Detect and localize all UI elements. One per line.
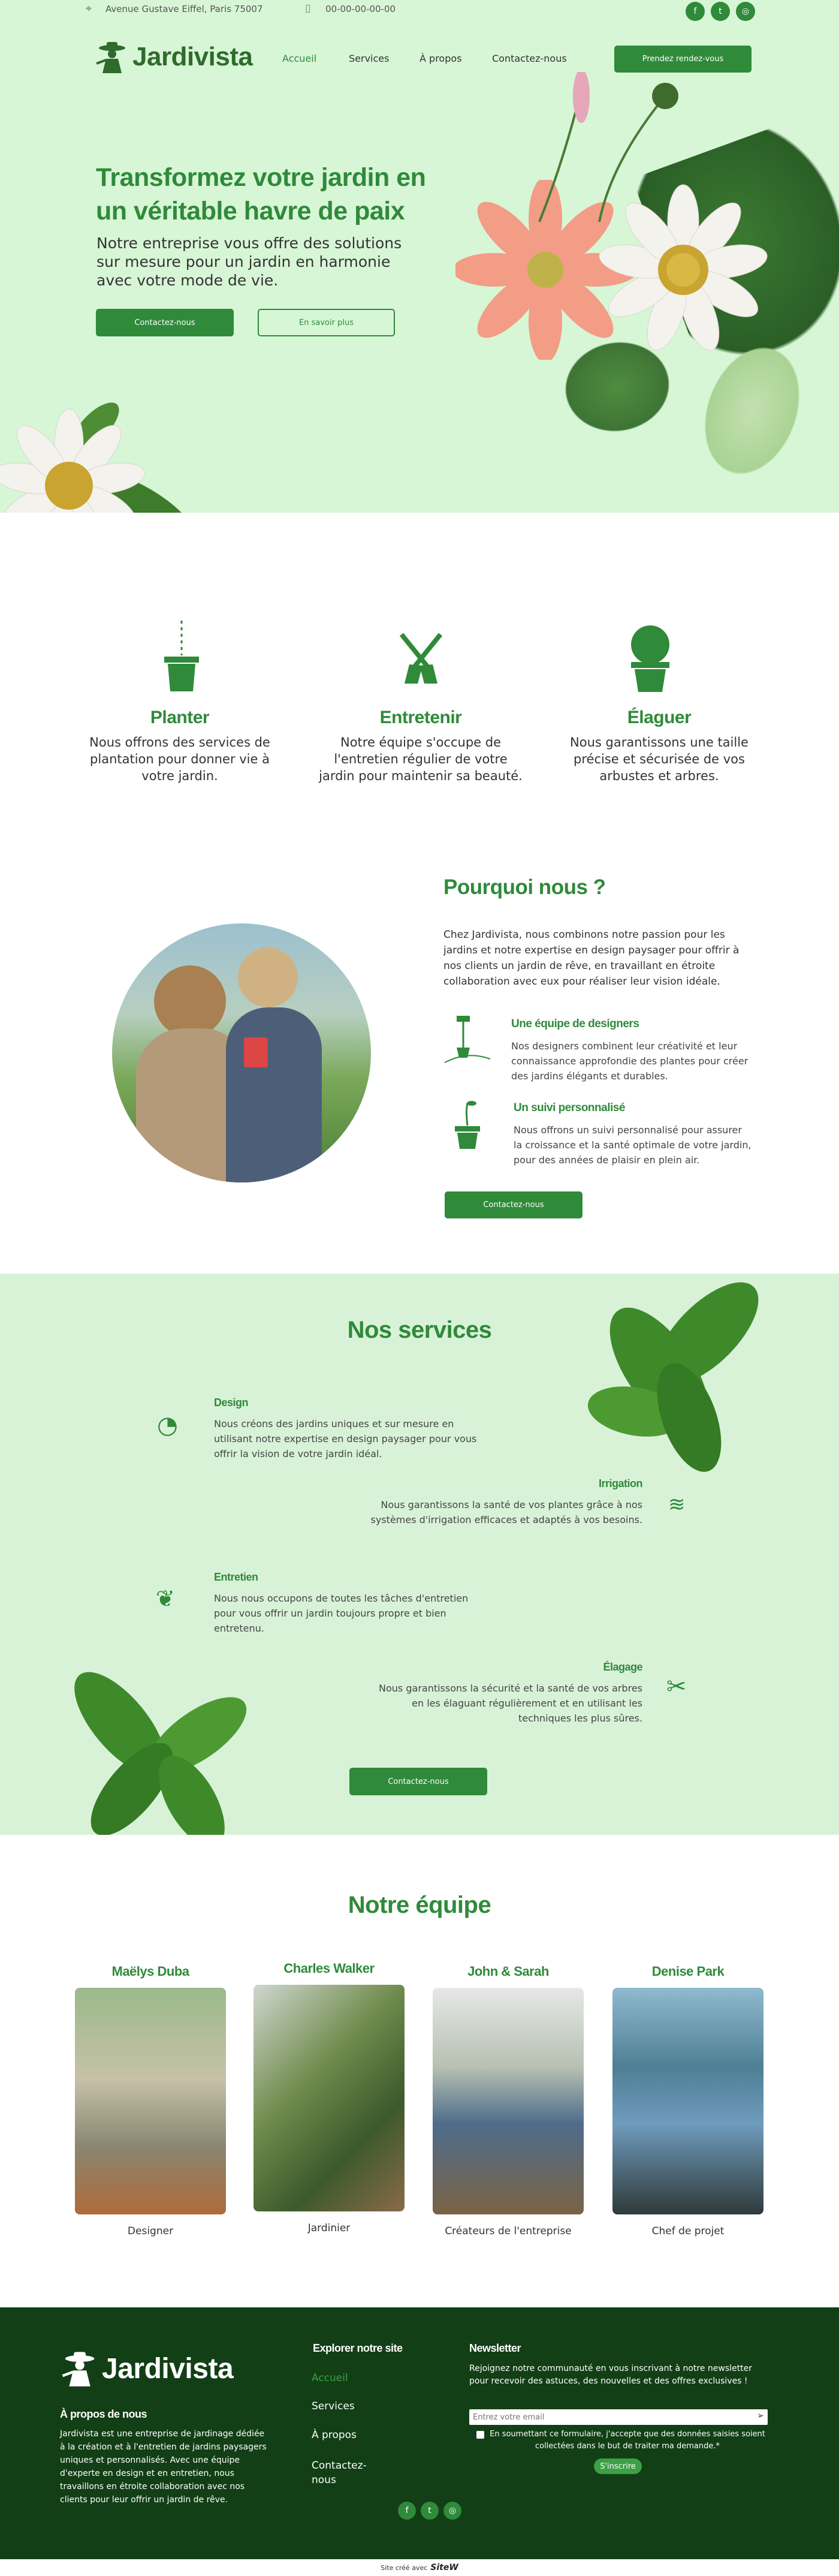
member-name: Charles Walker bbox=[283, 1961, 375, 1976]
member-name: John & Sarah bbox=[467, 1964, 549, 1979]
services-leaf-image-top bbox=[569, 1274, 773, 1477]
credit-text: Site créé avec bbox=[381, 2563, 428, 2572]
services-section bbox=[0, 1274, 839, 1835]
hands-plant-icon: ❦ bbox=[156, 1585, 175, 1612]
email-field-wrap bbox=[469, 2409, 768, 2425]
consent-checkbox[interactable] bbox=[476, 2431, 484, 2439]
service-text: Nous nous occupons de toutes les tâches d'entretien pour vous offrir un jardin toujours propre et bien entretenu. bbox=[214, 1593, 469, 1634]
nav-services[interactable]: Services bbox=[349, 53, 390, 64]
member-name: Maëlys Duba bbox=[111, 1964, 189, 1979]
member-photo bbox=[612, 1988, 763, 2214]
service-title: Design bbox=[214, 1397, 249, 1409]
services-leaf-image-bottom bbox=[66, 1657, 264, 1835]
site-credit[interactable] bbox=[0, 2559, 839, 2576]
palette-icon: ◔ bbox=[157, 1412, 178, 1439]
service-text: Nous créons des jardins uniques et sur mesure en utilisant notre expertise en design paysager pour vous offrir la vision de votre jardin idéal. bbox=[214, 1418, 477, 1459]
why-point-text: Nos designers combinent leur créativité et leur connaissance approfondie des plantes pour créer des jardins élégants et durables. bbox=[511, 1040, 749, 1082]
footer-about-text: Jardivista est une entreprise de jardinage dédiée à la création et à l'entretien de jardins paysagers uniques et personnalisés. Avec une équipe d'experte en design et en entretien, nous travaillons en étroite collaboration avec nos clients pour leur offrir un jardin de rêve. bbox=[60, 2429, 267, 2505]
corner-flower-image bbox=[0, 384, 198, 513]
feature-entretenir bbox=[319, 708, 523, 784]
team-photo-circle bbox=[112, 923, 371, 1182]
footer-twitter-icon[interactable]: t bbox=[421, 2502, 439, 2520]
book-appointment-button[interactable]: Prendez rendez-vous bbox=[614, 46, 752, 73]
member-photo bbox=[75, 1988, 226, 2214]
footer-link-services[interactable]: Services bbox=[312, 2400, 355, 2412]
gardener-logo-icon bbox=[94, 40, 129, 74]
white-flower-image bbox=[593, 180, 773, 360]
footer-facebook-icon[interactable]: f bbox=[398, 2502, 416, 2520]
feature-elaguer bbox=[557, 708, 761, 784]
feature-title: Élaguer bbox=[627, 708, 692, 727]
hero-contact-button[interactable]: Contactez-nous bbox=[96, 309, 234, 336]
feature-title: Planter bbox=[150, 708, 210, 727]
why-point-text: Nous offrons un suivi personnalisé pour assurer la croissance et la santé optimale de votre jardin, pour des années de plaisir en plein air. bbox=[514, 1124, 752, 1166]
brand-name: Jardivista bbox=[132, 42, 253, 71]
hero-title bbox=[96, 161, 431, 228]
services-title: Nos services bbox=[347, 1317, 492, 1343]
logo[interactable] bbox=[94, 40, 252, 74]
hero-title-line2: un véritable havre de paix bbox=[96, 197, 405, 225]
service-text: Nous garantissons la sécurité et la santé de vos arbres en les élaguant régulièrement et en utilisant les techniques les plus sûres. bbox=[379, 1683, 642, 1724]
team-member bbox=[253, 1961, 405, 2234]
potted-bush-icon bbox=[626, 624, 674, 693]
location-icon: ⌖ bbox=[86, 2, 92, 15]
member-photo bbox=[253, 1985, 405, 2211]
water-waves-icon: ≋ bbox=[668, 1492, 686, 1516]
feature-planter bbox=[78, 708, 282, 784]
seedling-pot-icon bbox=[452, 1099, 482, 1149]
nav-apropos[interactable]: À propos bbox=[420, 53, 462, 64]
feature-text: Nous offrons des services de plantation pour donner vie à votre jardin. bbox=[89, 735, 270, 783]
footer-about-title: À propos de nous bbox=[60, 2408, 147, 2420]
footer-logo[interactable] bbox=[60, 2349, 233, 2388]
topbar-address: Avenue Gustave Eiffel, Paris 75007 bbox=[105, 4, 263, 14]
why-point-title: Une équipe de designers bbox=[511, 1018, 639, 1030]
feature-text: Nous garantissons une taille précise et sécurisée de vos arbustes et arbres. bbox=[570, 735, 749, 783]
why-point-title: Un suivi personnalisé bbox=[514, 1102, 625, 1114]
member-role: Chef de projet bbox=[651, 2225, 725, 2237]
garden-tools-icon bbox=[396, 630, 446, 687]
service-title: Entretien bbox=[214, 1571, 258, 1583]
credit-brand: SiteW bbox=[430, 2563, 458, 2572]
why-title: Pourquoi nous ? bbox=[443, 875, 606, 899]
member-name: Denise Park bbox=[651, 1964, 725, 1979]
why-contact-button[interactable]: Contactez-nous bbox=[445, 1191, 583, 1218]
feature-text: Notre équipe s'occupe de l'entretien régulier de votre jardin pour maintenir sa beauté. bbox=[319, 735, 523, 783]
phone-icon: ▯ bbox=[305, 2, 311, 14]
team-member bbox=[433, 1964, 584, 2237]
services-contact-button[interactable]: Contactez-nous bbox=[349, 1768, 487, 1795]
topbar-phone[interactable]: 00-00-00-00-00 bbox=[325, 4, 396, 14]
team-title: Notre équipe bbox=[348, 1892, 491, 1918]
nav-accueil[interactable]: Accueil bbox=[282, 53, 317, 64]
hero-subtitle: Notre entreprise vous offre des solutions sur mesure pour un jardin en harmonie avec votre mode de vie. bbox=[96, 234, 402, 289]
footer bbox=[0, 2307, 839, 2559]
member-role: Designer bbox=[127, 2225, 174, 2237]
team-member bbox=[75, 1964, 226, 2237]
service-text: Nous garantissons la santé de vos plantes grâce à nos systèmes d'irrigation efficaces et adaptés à vos besoins. bbox=[370, 1499, 642, 1525]
team-member bbox=[612, 1964, 763, 2237]
scissors-icon: ✂ bbox=[666, 1673, 687, 1701]
nav-contact[interactable]: Contactez-nous bbox=[492, 53, 567, 64]
service-title: Élagage bbox=[603, 1661, 642, 1673]
send-icon[interactable]: ➢ bbox=[757, 2411, 764, 2421]
footer-link-apropos[interactable]: À propos bbox=[312, 2429, 357, 2441]
service-irrigation bbox=[367, 1477, 642, 1527]
member-photo bbox=[433, 1988, 584, 2214]
footer-instagram-icon[interactable]: ◎ bbox=[443, 2502, 461, 2520]
newsletter-title: Newsletter bbox=[469, 2342, 521, 2354]
footer-link-contact[interactable]: Contactez-nous bbox=[312, 2460, 367, 2486]
member-role: Créateurs de l'entreprise bbox=[445, 2225, 572, 2237]
twitter-icon[interactable]: t bbox=[711, 2, 730, 21]
footer-link-accueil[interactable]: Accueil bbox=[312, 2372, 348, 2384]
newsletter-text: Rejoignez notre communauté en vous inscrivant à notre newsletter pour recevoir des astuces, des nouvelles et des offres exclusives ! bbox=[469, 2364, 752, 2386]
feature-title: Entretenir bbox=[379, 708, 462, 727]
instagram-icon[interactable]: ◎ bbox=[736, 2, 755, 21]
hero-learn-more-button[interactable]: En savoir plus bbox=[258, 309, 395, 336]
plant-icon bbox=[161, 621, 203, 693]
service-elagage bbox=[379, 1661, 642, 1726]
service-entretien bbox=[214, 1571, 478, 1636]
footer-brand: Jardivista bbox=[102, 2352, 234, 2385]
shovel-icon bbox=[443, 1015, 491, 1066]
facebook-icon[interactable]: f bbox=[686, 2, 705, 21]
footer-explore-title: Explorer notre site bbox=[313, 2342, 403, 2354]
hero-section bbox=[0, 0, 839, 513]
service-design bbox=[214, 1397, 478, 1461]
why-intro: Chez Jardivista, nous combinons notre passion pour les jardins et notre expertise en design paysager pour offrir à nos clients un jardin de rêve, en travaillant en étroite collaboration avec eux pour réaliser leur vision idéale. bbox=[443, 929, 740, 988]
subscribe-button[interactable]: S'inscrire bbox=[594, 2458, 642, 2474]
gardener-logo-icon bbox=[60, 2349, 98, 2388]
hero-title-line1: Transformez votre jardin en bbox=[96, 163, 426, 192]
consent-text: En soumettant ce formulaire, j'accepte que des données saisies soient collectées dans le but de traiter ma demande.* bbox=[490, 2430, 765, 2451]
email-input[interactable] bbox=[469, 2409, 745, 2425]
service-title: Irrigation bbox=[598, 1477, 642, 1489]
member-role: Jardinier bbox=[307, 2222, 351, 2234]
